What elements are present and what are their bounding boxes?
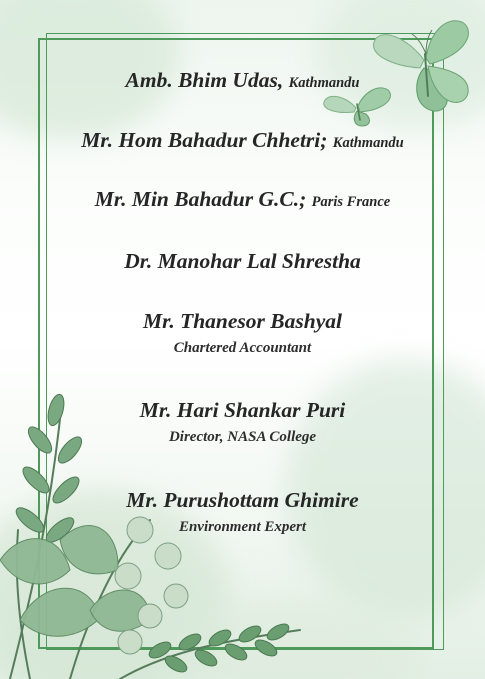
guest-name-line xyxy=(20,187,465,212)
guest-title: Environment Expert xyxy=(178,519,307,535)
guest-title: Director, NASA College xyxy=(168,429,317,445)
guest-title: Chartered Accountant xyxy=(173,340,312,356)
guest-name: Mr. Thanesor Bashyal xyxy=(143,309,342,333)
guest-name: Mr. Hari Shankar Puri xyxy=(139,398,346,422)
guest-entry xyxy=(20,398,465,446)
guest-entry xyxy=(20,488,465,536)
guest-entry xyxy=(20,68,465,93)
guest-place: Paris France xyxy=(311,194,391,210)
guest-entry xyxy=(20,249,465,274)
guest-name-line xyxy=(20,128,465,153)
guest-name: Dr. Manohar Lal Shrestha xyxy=(124,249,361,273)
guest-name: Mr. Hom Bahadur Chhetri; xyxy=(81,128,328,152)
guest-entry xyxy=(20,128,465,153)
guest-place: Kathmandu xyxy=(332,135,404,151)
guest-name: Mr. Purushottam Ghimire xyxy=(126,488,359,512)
guest-entry xyxy=(20,309,465,357)
guest-place: Kathmandu xyxy=(288,75,360,91)
guest-entry xyxy=(20,187,465,212)
guest-name: Amb. Bhim Udas, xyxy=(125,68,284,92)
guest-name-line xyxy=(20,68,465,93)
guest-name: Mr. Min Bahadur G.C.; xyxy=(94,187,307,211)
